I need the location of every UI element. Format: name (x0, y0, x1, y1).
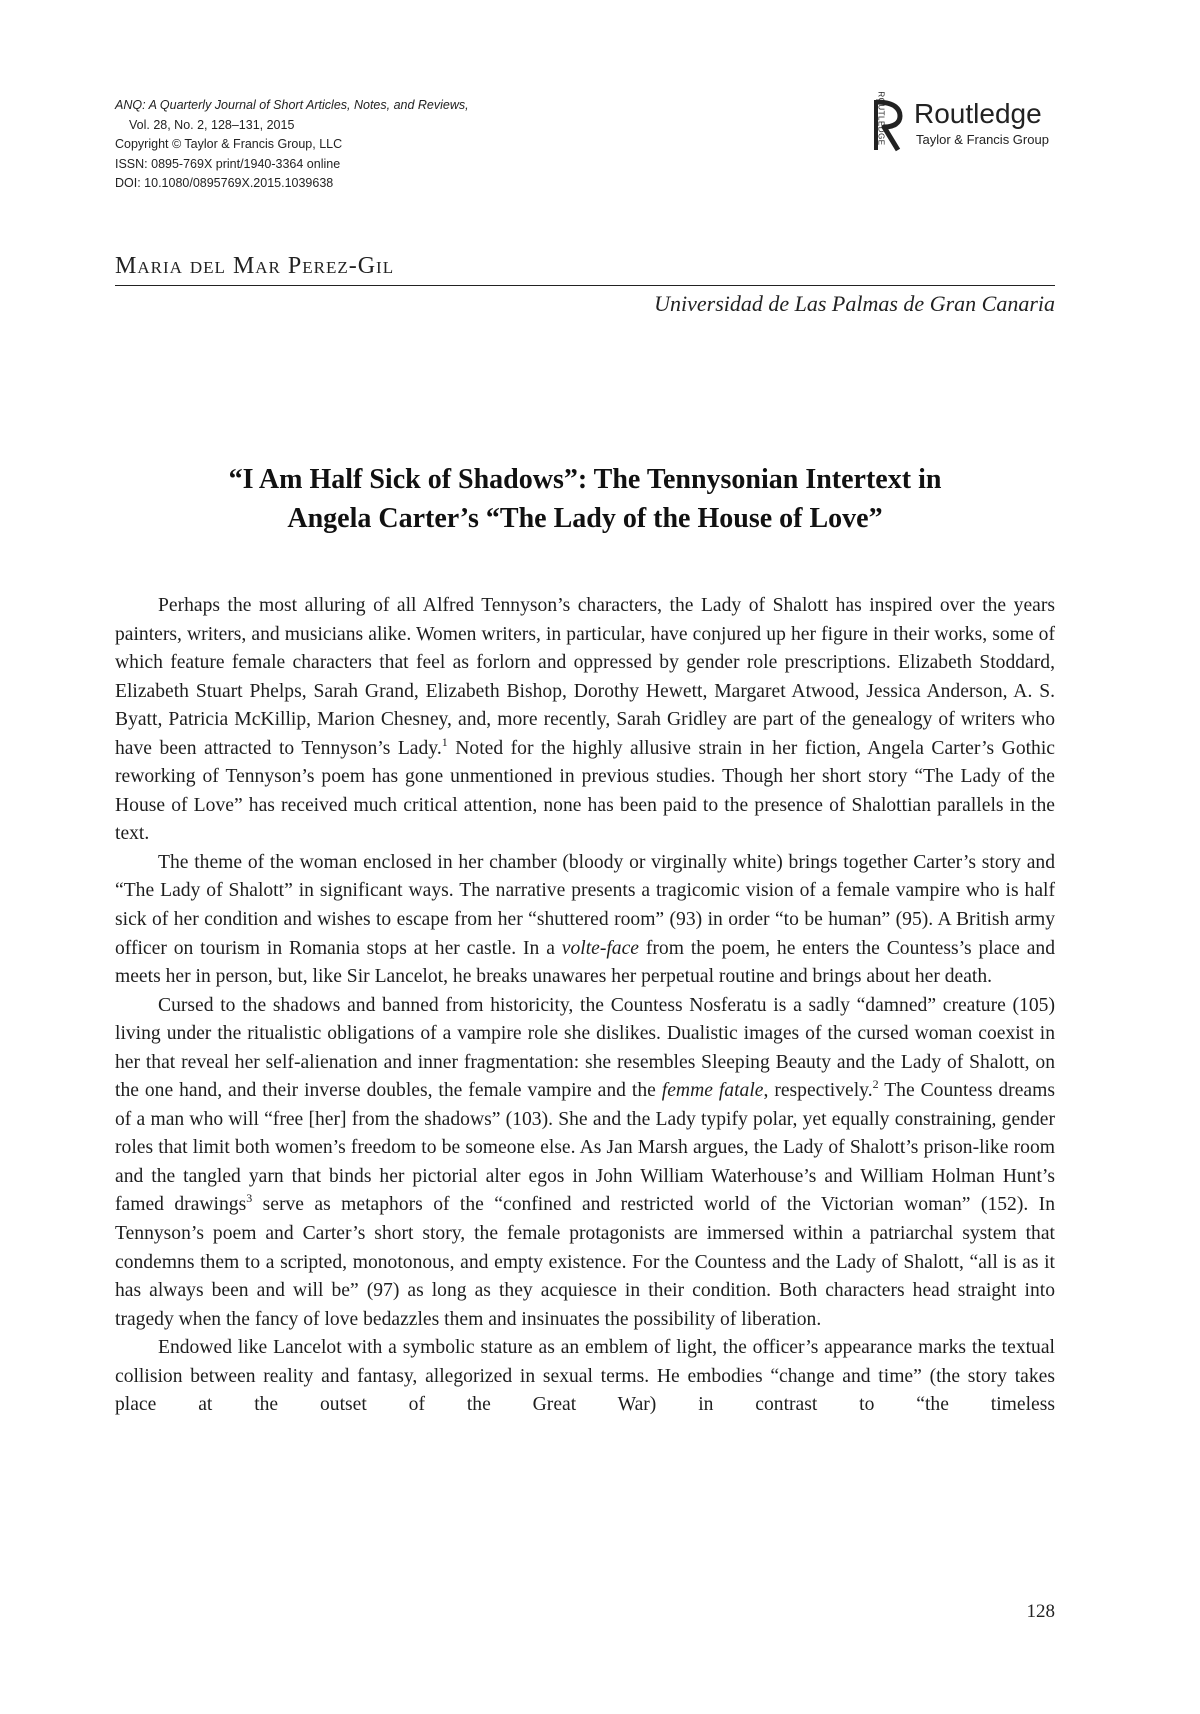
paragraph-4: Endowed like Lancelot with a symbolic stature as an emblem of light, the officer’s appearance marks the textual collision between reality and fantasy, allegorized in sexual terms. He embodies “change and time” (the story takes place at the outset of the Great War) in contrast to “the timeless (115, 1337, 1055, 1416)
author-divider (115, 285, 1055, 286)
author-name: Maria del Mar Perez-Gil (115, 253, 395, 279)
paragraph-1-text-a: Perhaps the most alluring of all Alfred Tennyson’s characters, the Lady of Shalott has inspired over the years painters, writers, and musicians alike. Women writers, in particular, have conjured up her figure in their works, some of which feature female characters that feel as forlorn and oppressed by gender role prescriptions. Elizabeth Stoddard, Elizabeth Stuart Phelps, Sarah Grand, Elizabeth Bishop, Dorothy Hewett, Margaret Atwood, Jessica Anderson, A. S. Byatt, Patricia McKillip, Marion Chesney, and, more recently, Sarah Gridley are part of the genealogy of writers who have been attracted to Tennyson’s Lady. (115, 595, 1055, 759)
footnote-ref-2[interactable]: 2 (872, 1077, 879, 1092)
journal-issn: ISSN: 0895-769X print/1940-3364 online (115, 156, 341, 171)
journal-volume: Vol. 28, No. 2, 128–131, 2015 (129, 117, 295, 132)
article-title-line-2: Angela Carter’s “The Lady of the House of Love” (287, 503, 883, 534)
journal-info (115, 96, 635, 194)
publisher-subtitle: Taylor & Francis Group (916, 132, 1049, 147)
paragraph-3-text-a: Cursed to the shadows and banned from historicity, the Countess Nosferatu is a sadly “damned” creature (105) living under the ritualistic obligations of a vampire role she dislikes. Dualistic images of the cursed woman coexist in her that reveal her self-alienation and inner fragmentation: she resembles Sleeping Beauty and the Lady of Shalott, on the one hand, and their inverse doubles, the female vampire and the (115, 994, 1055, 1102)
page-number: 128 (1026, 1601, 1055, 1622)
paragraph-2-text-b: from the poem, he enters the Countess’s place and meets her in person, but, like Sir Lancelot, he breaks unawares her perpetual routine and brings about her death. (115, 937, 1055, 988)
paragraph-2 (115, 849, 1055, 992)
paragraph-3 (115, 992, 1055, 1335)
publisher-vertical-text: ROUTLEDGE (876, 91, 886, 146)
author-affiliation: Universidad de Las Palmas de Gran Canaria (654, 291, 1055, 316)
paragraph-3-text-d: serve as metaphors of the “confined and restricted world of the Victorian woman” (152). In Tennyson’s poem and Carter’s short story, the female protagonists are immersed within a patriarchal system that condemns them to a scripted, monotonous, and empty existence. For the Countess and the Lady of Shalott, “all is as it has always been and will be” (97) as long as they acquiesce in their condition. Both characters head straight into tragedy when the fancy of love bedazzles them and insinuates the possibility of liberation. (115, 1194, 1056, 1330)
paragraph-1-text-b: Noted for the highly allusive strain in her fiction, Angela Carter’s Gothic reworking of Tennyson’s poem has gone unmentioned in previous studies. Though her short story “The Lady of the House of Love” has received much critical attention, none has been paid to the presence of Shalottian parallels in the text. (115, 737, 1055, 845)
paragraph-1 (115, 592, 1055, 849)
article-body (115, 592, 1055, 1420)
publisher-name: Routledge (914, 98, 1042, 129)
footnote-ref-1[interactable]: 1 (441, 734, 448, 749)
paragraph-2-text-a: The theme of the woman enclosed in her chamber (bloody or virginally white) brings together Carter’s story and “The Lady of Shalott” in significant ways. The narrative presents a tragicomic vision of a female vampire who is half sick of her condition and wishes to escape from her “shuttered room” (93) in order “to be human” (95). A British army officer on tourism in Romania stops at her castle. In a (115, 851, 1055, 959)
paragraph-3-text-b: , respectively. (763, 1080, 873, 1102)
article-title (115, 460, 1055, 538)
publisher-logo (862, 91, 1062, 156)
journal-copyright: Copyright © Taylor & Francis Group, LLC (115, 137, 343, 151)
paragraph-2-italic: volte-face (561, 937, 640, 959)
journal-title: ANQ: A Quarterly Journal of Short Articles, Notes, and Reviews, (115, 98, 469, 112)
article-title-line-1: “I Am Half Sick of Shadows”: The Tennysonian Intertext in (228, 464, 942, 495)
paragraph-3-text-c: The Countess dreams of a man who will “free [her] from the shadows” (103). She and the Lady typify polar, yet equally constraining, gender roles that limit both women’s freedom to be someone else. As Jan Marsh argues, the Lady of Shalott’s prison-like room and the tangled yarn that binds her pictorial alter egos in John William Waterhouse’s and William Holman Hunt’s famed drawings (115, 1080, 1055, 1216)
paragraph-3-italic: femme fatale (661, 1080, 764, 1102)
journal-doi: DOI: 10.1080/0895769X.2015.1039638 (115, 176, 334, 190)
footnote-ref-3[interactable]: 3 (246, 1191, 253, 1206)
